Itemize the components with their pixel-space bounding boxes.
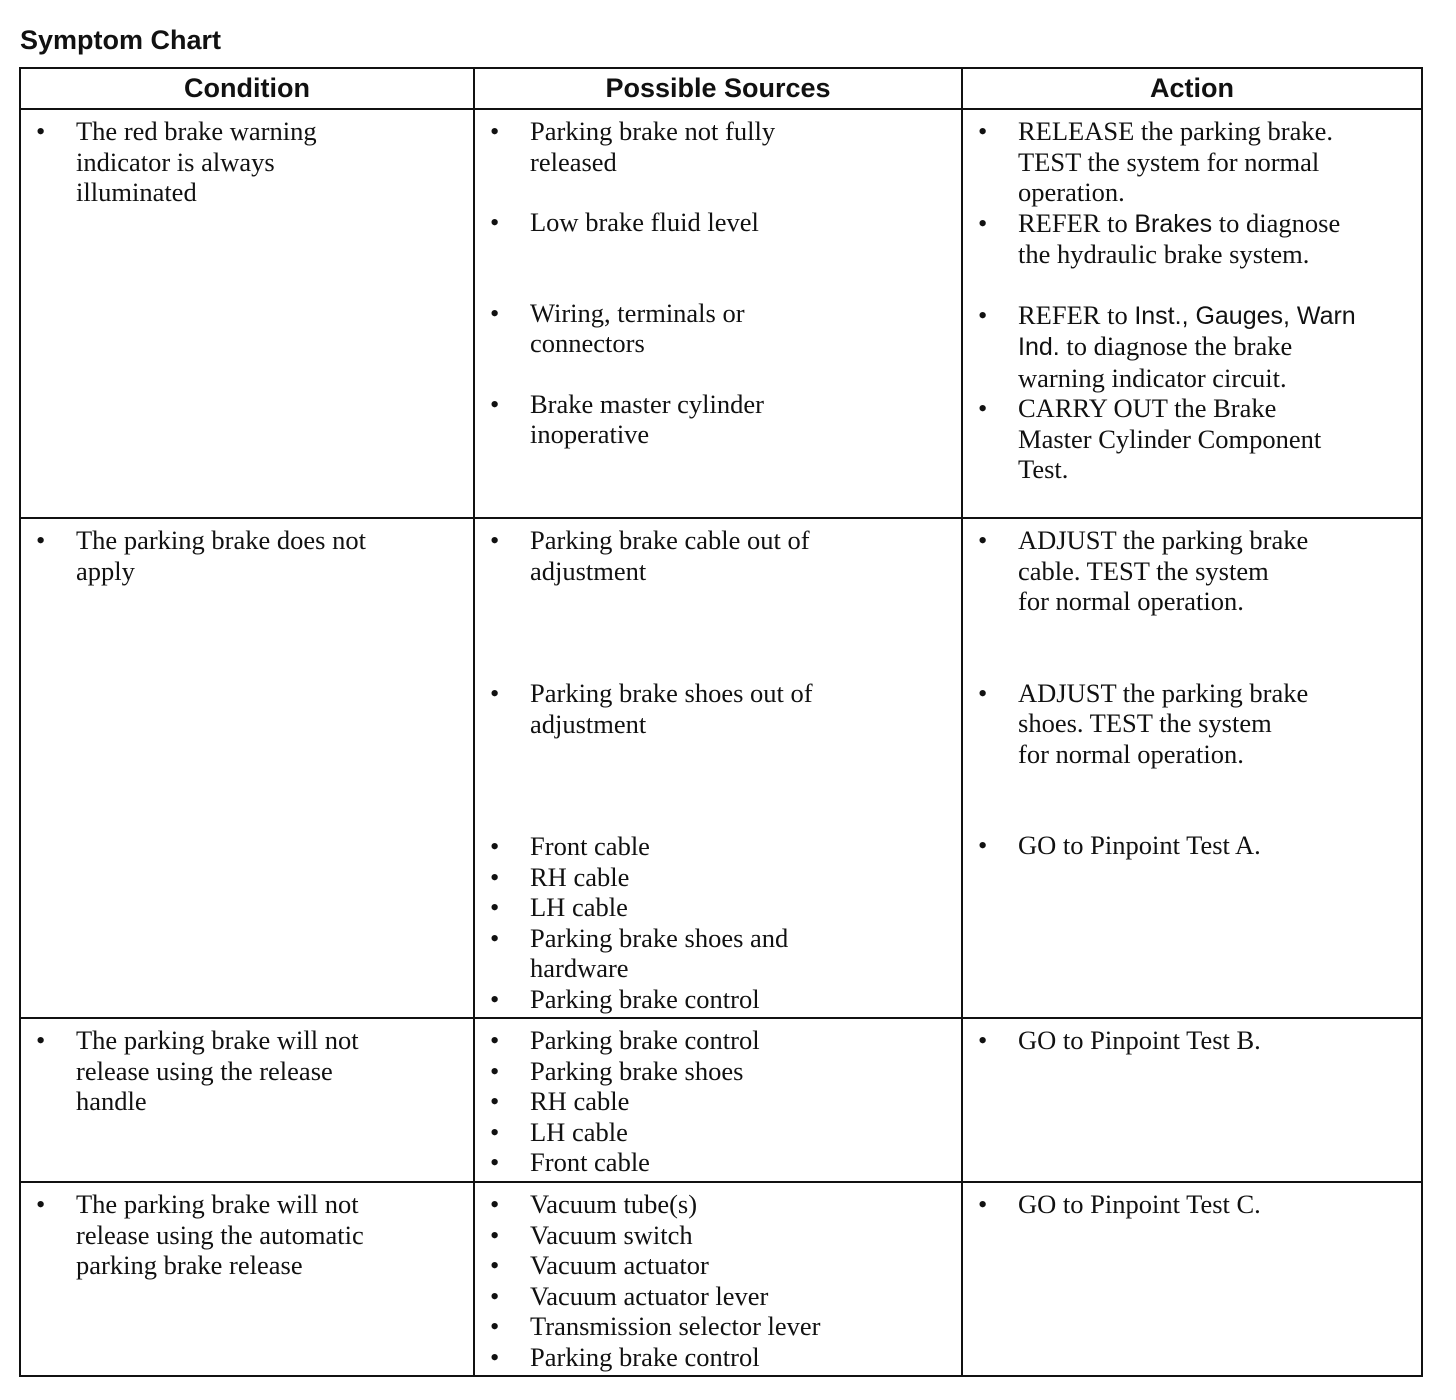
action-item: • CARRY OUT the Brake Master Cylinder Component Test.	[971, 393, 1409, 485]
source-item: • Parking brake shoes out of adjustment	[483, 678, 949, 739]
source-group	[483, 116, 949, 177]
action-cell	[962, 109, 1422, 518]
header-action: Action	[962, 68, 1422, 109]
action-group	[971, 1025, 1409, 1056]
header-condition: Condition	[20, 68, 474, 109]
source-item: • Parking brake control	[483, 1025, 949, 1056]
sources-cell	[474, 1018, 962, 1182]
source-item: • Parking brake not fully released	[483, 116, 949, 177]
source-group	[483, 1025, 949, 1178]
action-group	[971, 300, 1409, 485]
source-group	[483, 678, 949, 739]
action-cell	[962, 518, 1422, 1018]
source-item: • Parking brake control	[483, 1342, 949, 1373]
source-group	[483, 298, 949, 359]
header-possible-sources: Possible Sources	[474, 68, 962, 109]
source-item: • Vacuum actuator lever	[483, 1281, 949, 1312]
manual-reference: Brakes	[1134, 209, 1213, 238]
action-item: • RELEASE the parking brake. TEST the system for normal operation.	[971, 116, 1409, 208]
action-group	[971, 678, 1409, 770]
manual-reference: Ind.	[1018, 333, 1060, 361]
symptom-row	[20, 1018, 1422, 1182]
sources-cell	[474, 109, 962, 518]
source-item: • LH cable	[483, 1117, 949, 1148]
sources-cell	[474, 1182, 962, 1376]
action-item: • REFER to Brakes to diagnose the hydraulic brake system.	[971, 208, 1409, 270]
source-item: • Low brake fluid level	[483, 207, 949, 238]
sources-cell	[474, 518, 962, 1018]
symptom-row	[20, 1182, 1422, 1376]
action-item: • REFER to Inst., Gauges, Warn Ind. to diagnose the brake warning indicator circuit.	[971, 300, 1409, 394]
action-item: • GO to Pinpoint Test A.	[971, 830, 1409, 861]
source-item: • RH cable	[483, 1086, 949, 1117]
action-group	[971, 525, 1409, 617]
source-item: • Parking brake control	[483, 984, 949, 1015]
source-item: • Brake master cylinder inoperative	[483, 389, 949, 450]
action-group	[971, 116, 1409, 208]
condition-item: • The parking brake will not release using the release handle	[29, 1025, 461, 1117]
action-item: • ADJUST the parking brake cable. TEST the system for normal operation.	[971, 525, 1409, 617]
header-row	[20, 68, 1422, 109]
source-group	[483, 207, 949, 238]
symptom-chart-table	[19, 67, 1423, 1377]
symptom-row	[20, 109, 1422, 518]
source-group	[483, 831, 949, 1014]
source-item: • Vacuum tube(s)	[483, 1189, 949, 1220]
action-cell	[962, 1018, 1422, 1182]
action-item: • GO to Pinpoint Test B.	[971, 1025, 1409, 1056]
source-item: • Parking brake shoes	[483, 1056, 949, 1087]
condition-cell	[20, 109, 474, 518]
condition-item: • The parking brake does not apply	[29, 525, 461, 586]
source-item: • RH cable	[483, 862, 949, 893]
source-item: • Front cable	[483, 1147, 949, 1178]
page-title: Symptom Chart	[20, 25, 222, 55]
condition-cell	[20, 518, 474, 1018]
source-item: • LH cable	[483, 892, 949, 923]
condition-item: • The red brake warning indicator is always illuminated	[29, 116, 461, 208]
source-item: • Vacuum actuator	[483, 1250, 949, 1281]
action-item: • GO to Pinpoint Test C.	[971, 1189, 1409, 1220]
action-cell	[962, 1182, 1422, 1376]
action-item: • ADJUST the parking brake shoes. TEST the system for normal operation.	[971, 678, 1409, 770]
source-group	[483, 1189, 949, 1372]
condition-cell	[20, 1018, 474, 1182]
source-item: • Parking brake shoes and hardware	[483, 923, 949, 984]
source-item: • Parking brake cable out of adjustment	[483, 525, 949, 586]
action-group	[971, 830, 1409, 861]
source-item: • Wiring, terminals or connectors	[483, 298, 949, 359]
source-item: • Transmission selector lever	[483, 1311, 949, 1342]
action-group	[971, 1189, 1409, 1220]
source-group	[483, 389, 949, 450]
source-group	[483, 525, 949, 586]
action-group	[971, 208, 1409, 270]
manual-reference: Inst., Gauges, Warn	[1134, 301, 1356, 330]
condition-item: • The parking brake will not release using the automatic parking brake release	[29, 1189, 461, 1281]
condition-cell	[20, 1182, 474, 1376]
symptom-row	[20, 518, 1422, 1018]
source-item: • Front cable	[483, 831, 949, 862]
source-item: • Vacuum switch	[483, 1220, 949, 1251]
